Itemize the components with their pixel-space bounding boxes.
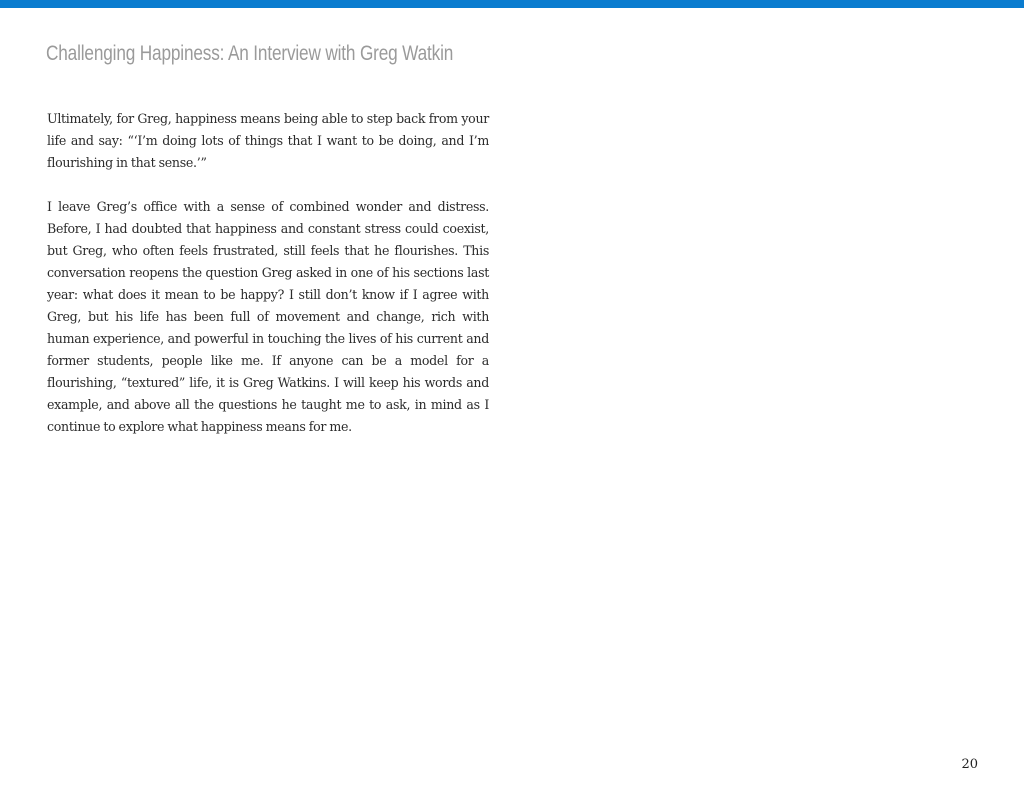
paragraph: Ultimately, for Greg, happiness means being able to step back from your life and say: “‘I’m doing lots of things that I want to be doing, and I’m flourishing in that sense.’” [47, 111, 489, 170]
paragraph: I leave Greg’s office with a sense of combined wonder and distress. Before, I had doubted that happiness and constant stress could coexist, but Greg, who often feels frustrated, still feels that he flourishes. This conversation reopens the question Greg asked in one of his sections last year: what does it mean to be happy? I still don’t know if I agree with Greg, but his life has been full of movement and change, rich with human experience, and powerful in touching the lives of his current and former students, people like me. If anyone can be a model for a flourishing, “textured” life, it is Greg Watkins. I will keep his words and example, and above all the questions he taught me to ask, in mind as I continue to explore what happiness means for me. [47, 199, 489, 434]
article-body [47, 108, 489, 460]
page-title: Challenging Happiness: An Interview with Greg Watkin [46, 42, 454, 65]
top-accent-bar [0, 0, 1024, 8]
page-number: 20 [961, 757, 978, 772]
